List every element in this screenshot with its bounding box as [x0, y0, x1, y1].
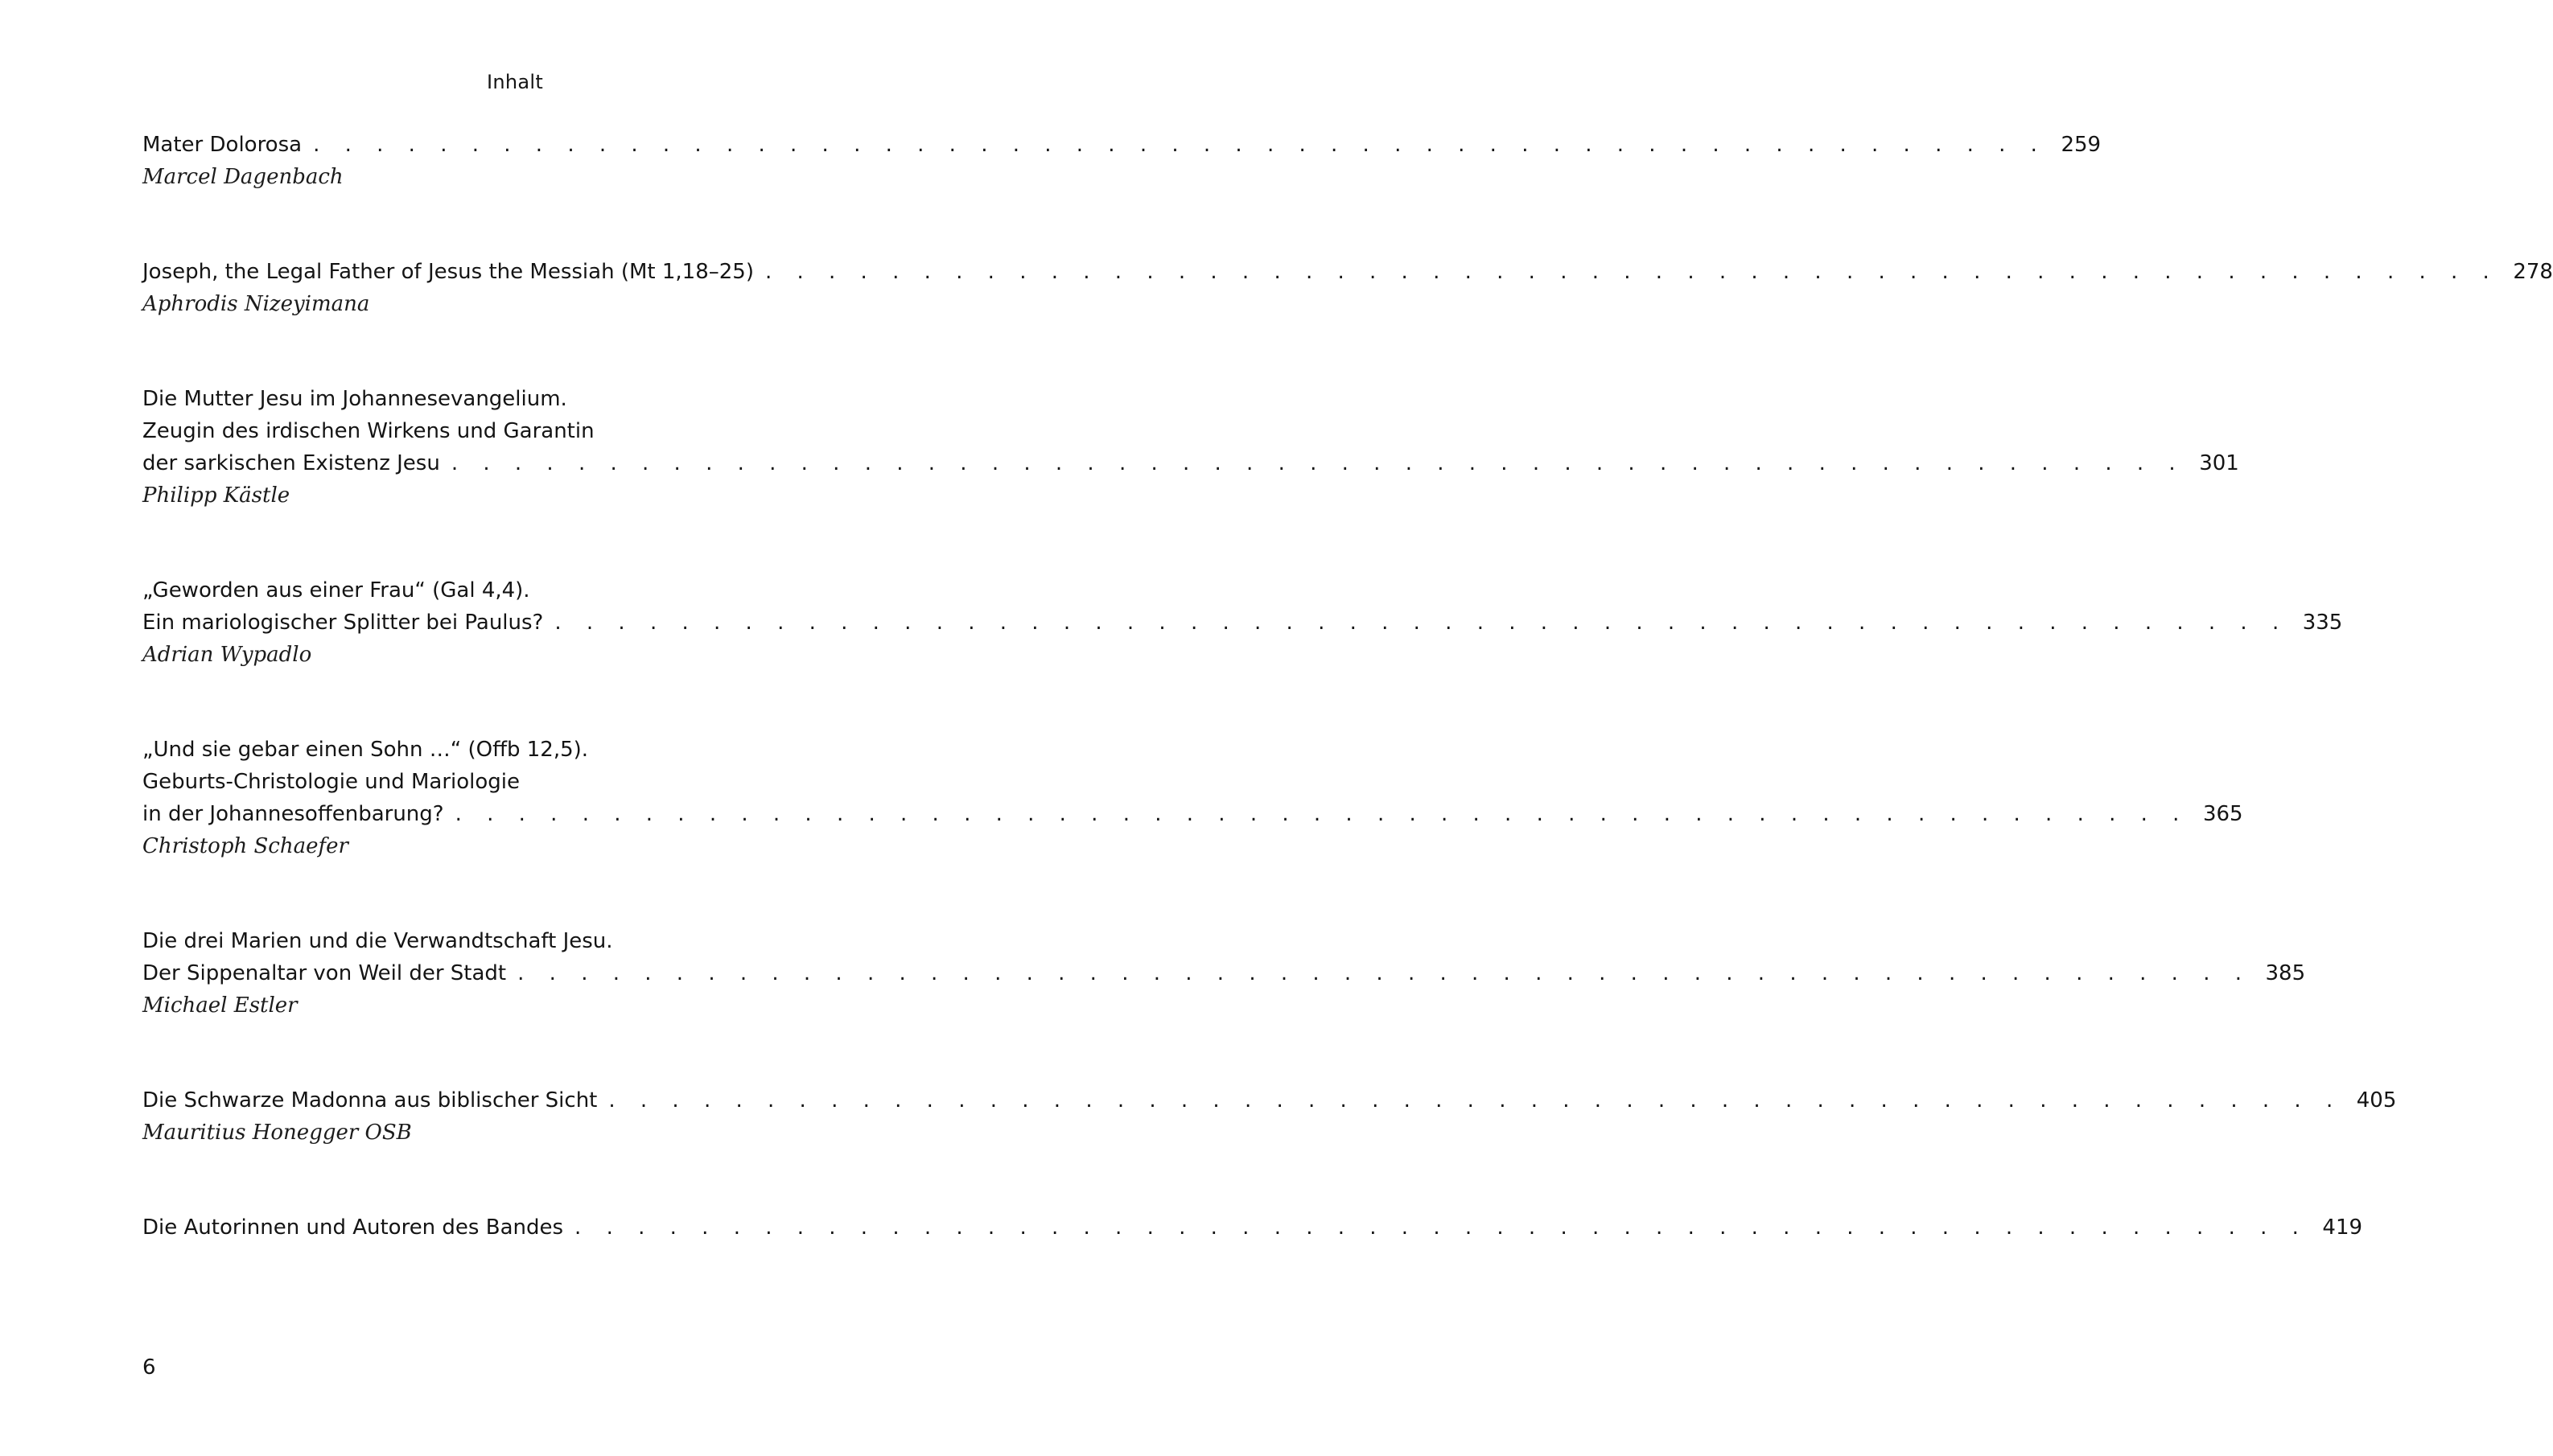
toc-title-line [142, 957, 2306, 989]
toc-entry [142, 734, 2243, 862]
toc-title-line [142, 607, 2343, 639]
toc-title-text: der sarkischen Existenz Jesu [142, 451, 440, 475]
dot-leader: . . . . . . . . . . . . . . . . . . . . . . . . . . . . . . . . . . . . . . . . . . . . . . . . . . . . . . . [574, 1215, 2308, 1240]
toc-title-line: „Geworden aus einer Frau“ (Gal 4,4). [142, 578, 530, 603]
toc-title-text: Ein mariologischer Splitter bei Paulus? [142, 611, 544, 635]
toc-title-line [142, 798, 2243, 830]
toc-entry [142, 925, 2306, 1022]
toc-title-text: Joseph, the Legal Father of Jesus the Messiah (Mt 1,18–25) [142, 260, 754, 284]
toc-title-line [142, 256, 2553, 288]
toc-title-line [142, 447, 2239, 479]
toc-page-number: 301 [2199, 451, 2239, 475]
toc-page-number: 365 [2202, 802, 2243, 826]
toc-title-line: Geburts-Christologie und Mariologie [142, 770, 521, 794]
running-head: Inhalt [486, 71, 544, 93]
dot-leader: . . . . . . . . . . . . . . . . . . . . . . . . . . . . . . . . . . . . . . . . . . . . . . . . . . . . . . . [764, 260, 2499, 284]
toc-author: Aphrodis Nizeyimana [142, 292, 370, 316]
toc-title-line [142, 129, 2102, 161]
toc-title-text: Die Schwarze Madonna aus biblischer Sicht [142, 1088, 598, 1113]
dot-leader: . . . . . . . . . . . . . . . . . . . . . . . . . . . . . . . . . . . . . . . . . . . . . . . . . . . . . . . [451, 451, 2185, 475]
toc-page-number: 259 [2061, 133, 2102, 157]
dot-leader: . . . . . . . . . . . . . . . . . . . . . . . . . . . . . . . . . . . . . . . . . . . . . . . . . . . . . . . [455, 802, 2189, 826]
dot-leader: . . . . . . . . . . . . . . . . . . . . . . . . . . . . . . . . . . . . . . . . . . . . . . . . . . . . . . . [517, 961, 2251, 985]
toc-entry [142, 1211, 2363, 1244]
toc-title-text: in der Johannesoffenbarung? [142, 802, 444, 826]
toc-author: Philipp Kästle [142, 483, 290, 508]
toc-author: Marcel Dagenbach [142, 165, 344, 189]
toc-page-number: 419 [2322, 1215, 2363, 1240]
toc-title-line: „Und sie gebar einen Sohn …“ (Offb 12,5). [142, 738, 589, 762]
page-number: 6 [142, 1355, 156, 1380]
toc-author: Mauritius Honegger OSB [142, 1121, 412, 1145]
toc-entry [142, 383, 2239, 512]
toc-author: Christoph Schaefer [142, 834, 348, 858]
toc-title-line: Zeugin des irdischen Wirkens und Garantin [142, 419, 595, 443]
table-of-contents [142, 129, 2553, 1244]
toc-author: Michael Estler [142, 993, 298, 1018]
dot-leader: . . . . . . . . . . . . . . . . . . . . . . . . . . . . . . . . . . . . . . . . . . . . . . . . . . . . . . . [608, 1088, 2342, 1113]
toc-title-line: Die drei Marien und die Verwandtschaft Jesu. [142, 929, 613, 953]
dot-leader: . . . . . . . . . . . . . . . . . . . . . . . . . . . . . . . . . . . . . . . . . . . . . . . . . . . . . . . [554, 611, 2288, 635]
toc-title-line [142, 1084, 2397, 1117]
dot-leader: . . . . . . . . . . . . . . . . . . . . . . . . . . . . . . . . . . . . . . . . . . . . . . . . . . . . . . . [313, 133, 2047, 157]
toc-page-number: 335 [2302, 611, 2343, 635]
toc-author: Adrian Wypadlo [142, 643, 312, 667]
toc-title-text: Mater Dolorosa [142, 133, 303, 157]
toc-title-text: Die Autorinnen und Autoren des Bandes [142, 1215, 564, 1240]
toc-page-number: 405 [2356, 1088, 2397, 1113]
toc-page-number: 278 [2513, 260, 2553, 284]
toc-title-text: Der Sippenaltar von Weil der Stadt [142, 961, 507, 985]
toc-entry [142, 574, 2343, 671]
toc-title-line [142, 1211, 2363, 1244]
toc-page-number: 385 [2265, 961, 2306, 985]
toc-entry [142, 129, 2102, 193]
toc-title-line: Die Mutter Jesu im Johannesevangelium. [142, 387, 567, 411]
toc-entry [142, 256, 2553, 320]
toc-entry [142, 1084, 2397, 1149]
